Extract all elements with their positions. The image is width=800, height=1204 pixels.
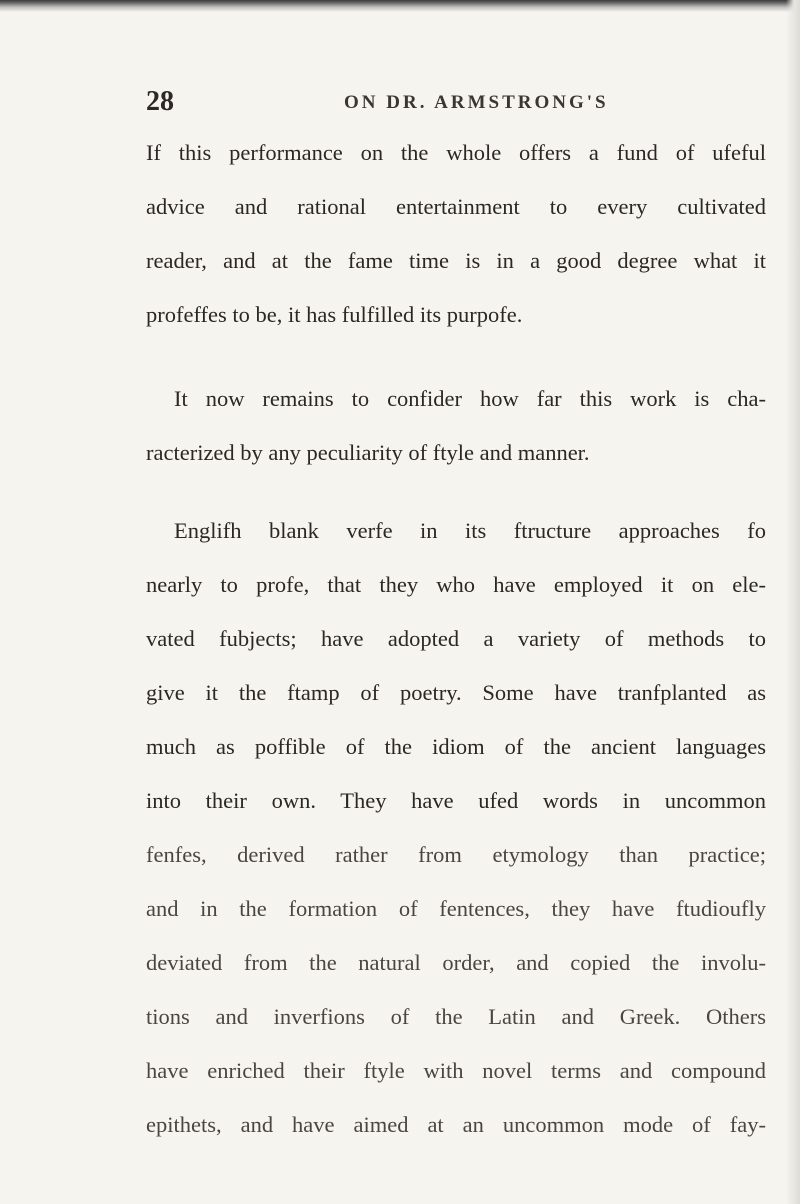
- paragraph-3: [146, 504, 766, 1152]
- text-line: racterized by any peculiarity of ftyle and manner.: [146, 440, 590, 465]
- text-line: vated fubjects; have adopted a variety of methods to: [146, 626, 766, 651]
- text-line: give it the ftamp of poetry. Some have tranfplanted as: [146, 680, 766, 705]
- page-number: 28: [146, 86, 174, 117]
- text-line: tions and inverfions of the Latin and Greek. Others: [146, 1004, 766, 1029]
- text-line: Englifh blank verfe in its ftructure approaches fo: [174, 518, 766, 543]
- text-line: have enriched their ftyle with novel terms and compound: [146, 1058, 766, 1083]
- text-line: deviated from the natural order, and copied the involu-: [146, 950, 766, 975]
- body-text: [146, 126, 766, 1152]
- text-line: profeffes to be, it has fulfilled its purpofe.: [146, 302, 523, 327]
- text-line: much as poffible of the idiom of the ancient languages: [146, 734, 766, 759]
- text-line: It now remains to confider how far this work is cha-: [174, 386, 766, 411]
- text-line: and in the formation of fentences, they have ftudioufly: [146, 896, 766, 921]
- text-line: nearly to profe, that they who have employed it on ele-: [146, 572, 766, 597]
- paragraph-1: [146, 126, 766, 342]
- paragraph-2: [146, 372, 766, 480]
- running-head: [146, 86, 766, 122]
- text-line: If this performance on the whole offers a fund of ufeful: [146, 140, 766, 165]
- text-line: reader, and at the fame time is in a good degree what it: [146, 248, 766, 273]
- text-line: epithets, and have aimed at an uncommon mode of fay-: [146, 1112, 766, 1137]
- running-head-title: ON DR. ARMSTRONG'S: [344, 92, 609, 113]
- text-line: into their own. They have ufed words in uncommon: [146, 788, 766, 813]
- text-line: advice and rational entertainment to every cultivated: [146, 194, 766, 219]
- text-line: fenfes, derived rather from etymology than practice;: [146, 842, 766, 867]
